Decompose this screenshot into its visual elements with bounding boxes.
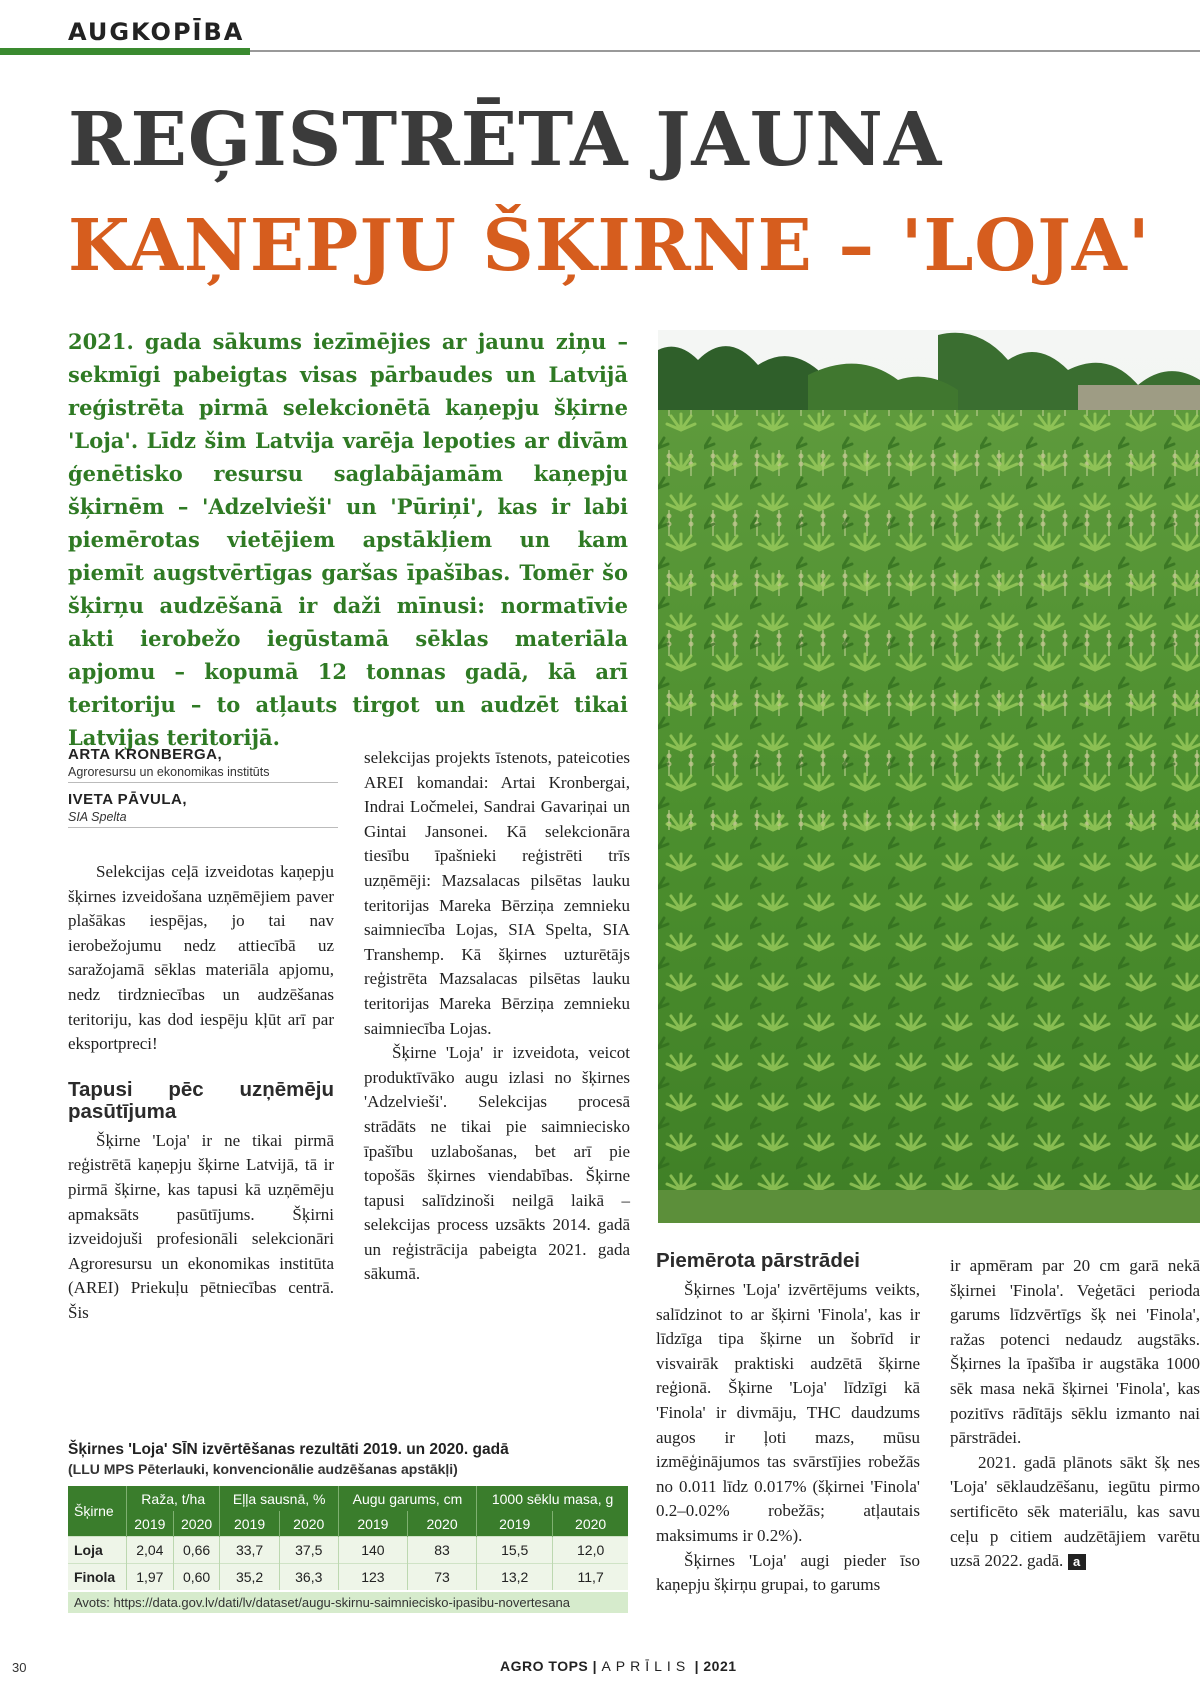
table-cell: 0,60 xyxy=(173,1564,220,1591)
table-cell: 73 xyxy=(407,1564,476,1591)
footer-year: 2021 xyxy=(703,1658,737,1674)
magazine-name: AGRO TOPS xyxy=(500,1658,589,1674)
body-paragraph: Šķirnes 'Loja' augi pieder īso kaņepju šķirņu grupai, to garums xyxy=(656,1550,920,1595)
header-height: Augu garums, cm xyxy=(338,1486,476,1511)
table-cell: 1,97 xyxy=(126,1564,173,1591)
table-cell: 2,04 xyxy=(126,1537,173,1564)
author-divider xyxy=(68,782,338,783)
results-table xyxy=(68,1486,628,1590)
header-seed-mass: 1000 sēklu masa, g xyxy=(477,1486,628,1511)
table-header-row xyxy=(68,1486,628,1511)
column-1 xyxy=(68,860,334,1326)
header-variety: Šķirne xyxy=(68,1486,126,1537)
author-divider xyxy=(68,827,338,828)
subheading: Piemērota pārstrādei xyxy=(656,1249,860,1272)
body-text: 2021. gadā plānots sākt šķ nes 'Loja' sēklaudzēšanu, iegūtu pirmo sertificēto sēk materiālu, kas savu ceļu p citiem audzētājiem varētu uzsā 2022. gadā. xyxy=(950,1452,1200,1571)
table-cell: 12,0 xyxy=(553,1537,628,1564)
table-cell: 0,66 xyxy=(173,1537,220,1564)
footer-separator: | xyxy=(592,1658,598,1674)
year-header: 2019 xyxy=(126,1511,173,1537)
header-yield: Raža, t/ha xyxy=(126,1486,220,1511)
author-block xyxy=(68,746,338,836)
table-cell: 15,5 xyxy=(477,1537,553,1564)
author-name: ARTA KRONBERGA, xyxy=(68,746,223,763)
footer-magazine xyxy=(500,1658,737,1674)
subheading: Tapusi pēc uzņēmēju pasūtījuma xyxy=(68,1077,334,1123)
table-subtitle: (LLU MPS Pēterlauki, konvencionālie audzēšanas apstākļi) xyxy=(68,1461,458,1477)
year-header: 2019 xyxy=(477,1511,553,1537)
headline-line-2: KAŅEPJU ŠĶIRNE – 'LOJA' xyxy=(68,203,1151,287)
body-paragraph: ir apmēram par 20 cm garā nekā šķirnei 'Finola'. Veģetāci perioda garums līdzvērtīgs šķ nei 'Finola', ražas potenci nedaudz augstāks. Šķirnes la īpašība ir augstāka 1000 sēk masa nekā šķirnei 'Finola', kas pozitīvs rādītājs sēklu izmanto nai pārstrādei. xyxy=(950,1256,1200,1448)
column-4 xyxy=(950,1254,1200,1574)
hemp-field-illustration xyxy=(658,330,1200,1223)
lead-paragraph: 2021. gada sākums iezīmējies ar jaunu ziņu – sekmīgi pabeigtas visas pārbaudes un Latvijā reģistrēta pirmā selekcionētā kaņepju šķirne 'Loja'. Līdz šim Latvija varēja lepoties ar divām ģenētisko resursu saglabājamām kaņepju šķirnēm – 'Adzelvieši' un 'Pūriņi', kas ir labi piemērotas vietējiem apstākļiem un kam piemīt augstvērtīgas garšas īpašības. Tomēr šo šķirņu audzēšanā ir daži mīnusi: normatīvie akti ierobežo iegūstamā sēklas materiāla apjomu – kopumā 12 tonnas gadā, kā arī teritoriju – to atļauts tirgot un audzēt tikai Latvijas teritorijā. xyxy=(68,329,628,750)
table-cell: 13,2 xyxy=(477,1564,553,1591)
table-row xyxy=(68,1537,628,1564)
variety-name: Loja xyxy=(68,1537,126,1564)
table-cell: 11,7 xyxy=(553,1564,628,1591)
section-bar xyxy=(0,48,250,55)
year-header: 2020 xyxy=(553,1511,628,1537)
body-paragraph: Šķirnes 'Loja' izvērtējums veikts, salīdzinot to ar šķirni 'Finola', kas ir līdzīga tipa šķirne un šobrīd ir visvairāk praktiski audzētā šķirne reģionā. Šķirne 'Loja' līdzīgi kā 'Finola' ir divmāju, THC daudzums augos ir ļoti mazs, mūsu izmēģinājumos tas svārstījies robežās no 0.011 līdz 0.017% (šķirnei 'Finola' 0.2–0.02% robežās; atļautais maksimums ir 0.2%). xyxy=(656,1280,920,1545)
header-oil: Eļļa sausnā, % xyxy=(220,1486,338,1511)
year-header: 2020 xyxy=(407,1511,476,1537)
variety-name: Finola xyxy=(68,1564,126,1591)
footer-month: APRĪLIS xyxy=(601,1658,691,1674)
author-affiliation: Agroresursu un ekonomikas institūts xyxy=(68,765,270,779)
year-header: 2020 xyxy=(279,1511,338,1537)
year-header: 2020 xyxy=(173,1511,220,1537)
section-label: AUGKOPĪBA xyxy=(68,18,245,46)
year-header: 2019 xyxy=(220,1511,279,1537)
header-rule xyxy=(250,50,1200,52)
table-cell: 140 xyxy=(338,1537,407,1564)
table-source: Avots: https://data.gov.lv/dati/lv/dataset/augu-skirnu-saimniecisko-ipasibu-novertesana xyxy=(68,1592,628,1613)
page-number: 30 xyxy=(12,1660,27,1675)
hemp-field-photo xyxy=(658,330,1200,1223)
headline-line-1: REĢISTRĒTA JAUNA xyxy=(68,97,943,183)
table-cell: 37,5 xyxy=(279,1537,338,1564)
column-2 xyxy=(364,746,630,1287)
table-cell: 36,3 xyxy=(279,1564,338,1591)
body-paragraph: Šķirne 'Loja' ir izveidota, veicot produktīvāko augu izlasi no šķirnes 'Adzelvieši'. Selekcijas procesā strādāts ne tikai pie saimniecisko īpašību uzlabošanas, bet arī pie topošās šķirnes viendabības. Šķirne tapusi salīdzinoši neilgā laikā – selekcijas process uzsākts 2014. gadā un reģistrācija pabeigta 2021. gada sākumā. xyxy=(364,1043,630,1284)
table-cell: 33,7 xyxy=(220,1537,279,1564)
table-row xyxy=(68,1564,628,1591)
table-cell: 123 xyxy=(338,1564,407,1591)
table-year-row xyxy=(68,1511,628,1537)
column-3 xyxy=(656,1250,920,1598)
table-title: Šķirnes 'Loja' SĪN izvērtēšanas rezultāti 2019. un 2020. gadā xyxy=(68,1441,509,1458)
body-paragraph: selekcijas projekts īstenots, pateicoties AREI komandai: Artai Kronbergai, Indrai Ločmelei, Sandrai Gavariņai un Gintai Jansonei. Kā selekcionāra tiesību īpašnieki reģistrēti trīs uzņēmēji: Mazsalacas pilsētas lauku teritorijas Mareka Bērziņa zemnieku saimniecība Lojas, SIA Spelta, SIA Transhemp. Kā šķirnes uzturētājs reģistrēta Mazsalacas pilsētas lauku teritorijas Mareka Bērziņa zemnieku saimniecība Lojas. xyxy=(364,748,630,1038)
footer-separator: | xyxy=(694,1658,699,1674)
body-paragraph: Šķirne 'Loja' ir ne tikai pirmā reģistrētā kaņepju šķirne Latvijā, tā ir pirmā šķirne, kas tapusi kā uzņēmēju apmaksāts pasūtījums. Šķirni izveidojuši profesionāli selekcionāri Agroresursu un ekonomikas institūta (AREI) Priekuļu pētniecības centrā. Šis xyxy=(68,1130,334,1322)
author-name: IVETA PĀVULA, xyxy=(68,791,188,808)
end-of-article-mark: a xyxy=(1068,1554,1086,1570)
table-cell: 35,2 xyxy=(220,1564,279,1591)
table-cell: 83 xyxy=(407,1537,476,1564)
body-paragraph: Selekcijas ceļā izveidotas kaņepju šķirnes izveidošana uzņēmējiem paver plašākas iespējas, jo tai nav ierobežojumu nedz attiecībā uz saražojamā sēklas materiāla apjomu, nedz tirdzniecības un audzēšanas teritoriju, kas dod iespēju kļūt arī par eksportpreci! xyxy=(68,862,334,1054)
year-header: 2019 xyxy=(338,1511,407,1537)
author-affiliation: SIA Spelta xyxy=(68,810,127,824)
body-paragraph xyxy=(950,1451,1200,1574)
